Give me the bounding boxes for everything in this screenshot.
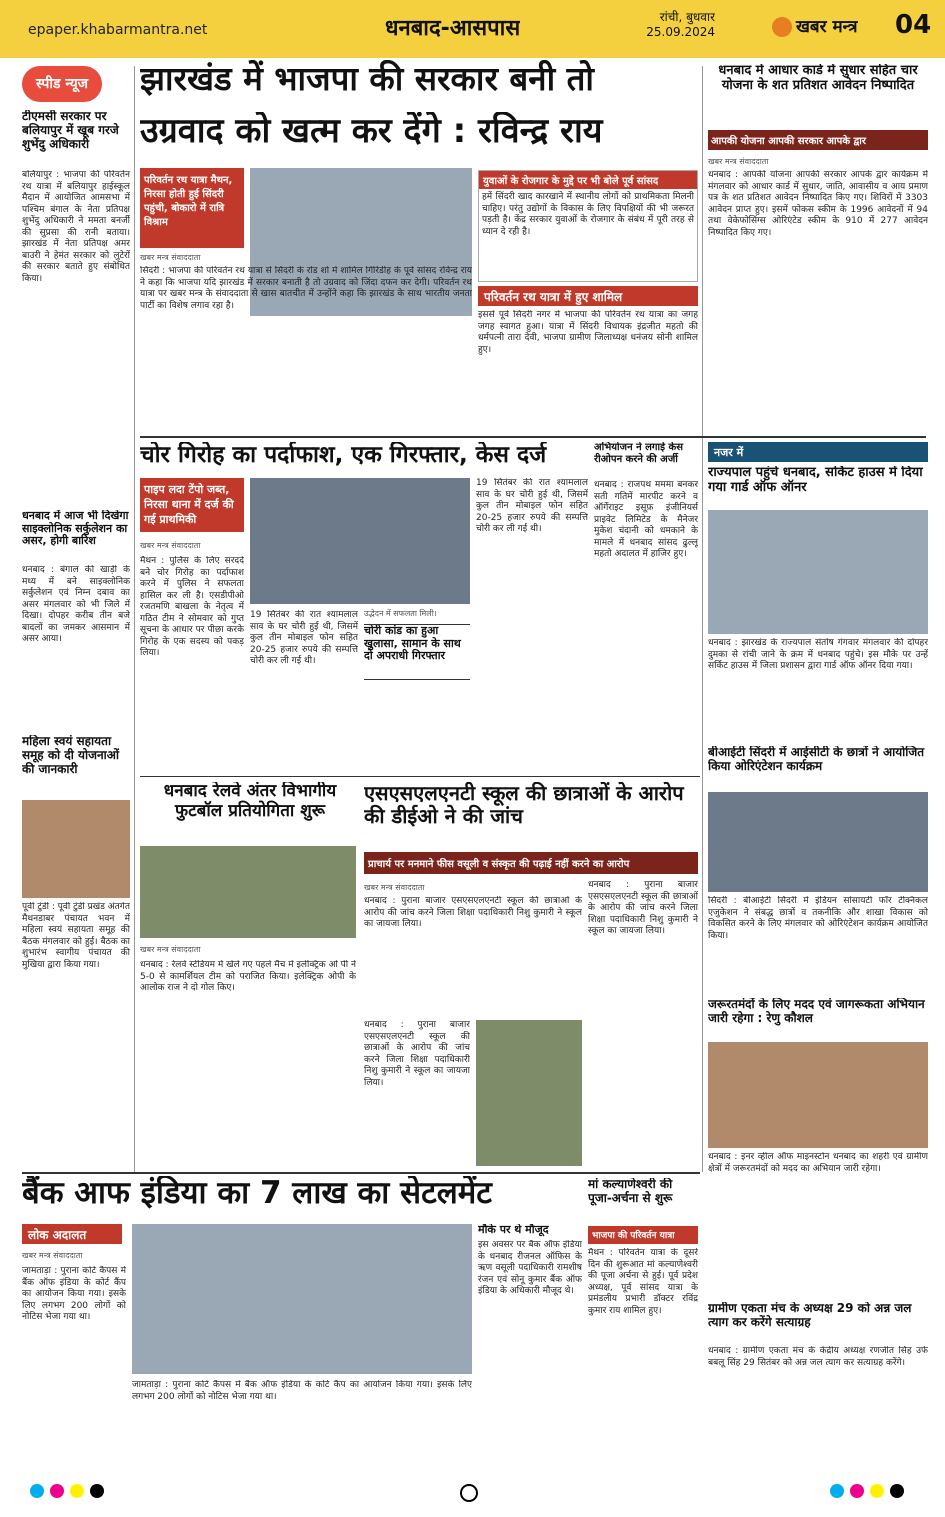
chor-byline: खबर मन्त्र संवाददाता	[140, 541, 201, 550]
railway-headline: धनबाद रेलवे अंतर विभागीय फुटबॉल प्रतियोगिता शुरू	[163, 782, 337, 821]
school-body-2: धनबाद : पुराना बाजार एसएसएलएनटी स्कूल की छात्राओं के आरोप की जांच करने जिला शिक्षा पदाधिकारी निशु कुमारी ने स्कूल का जायजा लिया।	[364, 1020, 470, 1088]
brand-logo: खबर मन्त्र	[772, 14, 858, 37]
renu-headline: जरूरतमंदों के लिए मदद एवं जागरूकता अभियान जारी रहेगा : रेणु कौशल	[708, 998, 925, 1025]
bit-photo	[708, 792, 928, 892]
school-body-3: धनबाद : पुराना बाजार एसएसएलएनटी स्कूल की छात्राओं के आरोप की जांच करने जिला शिक्षा पदाधिकारी निशु कुमारी ने स्कूल का जायजा लिया।	[588, 880, 698, 936]
bit-body: सिंदरी : बीआईटी सिंदरी में इंडियन सोसायटी फॉर टेक्निकल एजुकेशन ने संबद्ध छात्रों व तकनीकि और शाखा विकास को विकसित करने के लिए मंगलवार को ओरिएंटेशन कार्यक्रम आयोजित किया।	[708, 896, 928, 941]
chor-caption: उद्भेदन में सफलता मिली।	[364, 609, 437, 618]
puja-label: भाजपा की परिवर्तन यात्रा	[588, 1226, 698, 1244]
bit-headline: बीआईटी सिंदरी में आईसीटी के छात्रों ने आयोजित किया ओरिएंटेशन कार्यक्रम	[708, 746, 925, 773]
chor-inset: चोरी कांड का हुआ खुलासा, सामान के साथ दो अपराधी गिरफ्तार	[364, 624, 470, 680]
najar-headline: राज्यपाल पहुंचे धनबाद, सर्किट हाउस में दिया गया गार्ड ऑफ ऑनर	[708, 466, 923, 495]
gram-ekta-body: धनबाद : ग्रामीण एकता मंच के केंद्रीय अध्यक्ष रणजीत सिंह उर्फ बबलू सिंह 29 सितंबर को अन्न जल त्याग कर सत्याग्रह करेंगे।	[708, 1346, 928, 1368]
yatra-body: इससे पूर्व सिंदरी नगर में भाजपा की परिवर्तन रथ यात्रा का जगह जगह स्वागत हुआ। यात्रा में सिंदरी विधायक इंद्रजीत महतो की धर्मपत्नी तारा देवी, भाजपा ग्रामीण जिलाध्यक्ष धनंजय सोनी शामिल हुए।	[478, 310, 698, 355]
football-photo	[140, 846, 356, 938]
najar-body: धनबाद : झारखंड के राज्यपाल संतोष गंगवार मंगलवार की दोपहर दुमका से रांची जाने के क्रम में धनबाद पहुंचे। इस मौके पर उन्हें सर्किट हाउस में जिला प्रशासन द्वारा गार्ड ऑफ ऑनर दिया गया।	[708, 638, 928, 671]
dateline: रांची, बुधवार 25.09.2024	[646, 10, 715, 39]
section-rule-2	[140, 776, 700, 777]
lead-headline-1: झारखंड में भाजपा की सरकार बनी तो	[140, 60, 594, 98]
speed-news-title-2: धनबाद में आज भी दिखेगा साइक्लोनिक सर्कुलेशन का असर, होगी बारिश	[22, 510, 129, 548]
puja-body: मैथन : परिवर्तन यात्रा के दूसरे दिन की शुरूआत मां कल्याणेश्वरी की पूजा अर्चना से हुई। पूर्व प्रदेश अध्यक्ष, पूर्व सांसद यात्रा के प्रमंडलीय प्रभारी डॉक्टर रविंद्र कुमार राय शामिल हुए।	[588, 1248, 698, 1316]
print-registration-strip	[0, 1472, 945, 1517]
magenta-dot-right	[850, 1484, 864, 1498]
bank-body: जामताड़ा : पुराना कोर्ट कैंपस में बैंक ऑफ इंडिया के कोर्ट कैंप का आयोजन किया गया। इसके लिए लगभग 200 लोगों को नोटिस भेजा गया था।	[22, 1266, 126, 1322]
aadhar-headline: धनबाद में आधार कार्ड में सुधार सहित चार योजना के शत प्रतिशत आवेदन निष्पादित	[718, 64, 918, 93]
column-divider	[134, 66, 135, 1172]
bank-sub-body: इस अवसर पर बैंक ऑफ इंडिया के धनबाद रीजनल ऑफिस के ऋण वसूली पदाधिकारी रामशीष रंजन एवं सोनू कुमार बैंक ऑफ इंडिया के अधिकारी मौजूद थे।	[478, 1240, 582, 1296]
epaper-url[interactable]: epaper.khabarmantra.net	[28, 22, 208, 38]
chor-headline: चोर गिरोह का पर्दाफाश, एक गिरफ्तार, केस दर्ज	[140, 442, 547, 468]
bank-headline: बैंक आफ इंडिया का 7 लाख का सेटलमेंट	[22, 1176, 492, 1211]
abhiyojan-headline: अभियोजन ने लगाई केस रीओपन करने की अर्जी	[594, 442, 683, 465]
section-rule-3	[22, 1172, 700, 1174]
youth-jobs-body: हमें सिंदरी खाद कारखाने में स्थानीय लोगों को प्राथमिकता मिलनी चाहिए। परंतु उद्योगों के विकास के लिए विपक्षियों की भी जरूरत पड़ती है। केंद्र सरकार युवाओं के रोजगार के संबंध में पूरी तरह से ध्यान दे रही है।	[482, 192, 694, 237]
school-body: धनबाद : पुराना बाजार एसएसएलएनटी स्कूल की छात्राओं के आरोप की जांच करने जिला शिक्षा पदाधिकारी निशु कुमारी ने स्कूल का जायजा लिया।	[364, 896, 582, 929]
lead-body: सिंदरी : भाजपा की परिवर्तन रथ यात्रा से सिंदरी के रोड शो में शामिल गिरिडीह के पूर्व सांसद रविन्द्र राय ने कहा कि भाजपा यदि झारखंड में सरकार बनाती है तो उग्रवाद को जिंदा दफन कर देगी। परिवर्तन रथ यात्रा पर खबर मन्त्र के संवाददाता से खास बातचीत में उन्होंने कहा कि झारखंड के साथ भारतीय जनता पार्टी का विशेष लगाव रहा है।	[140, 266, 472, 311]
youth-jobs-title: युवाओं के रोजगार के मुद्दे पर भी बोले पूर्व सांसद	[479, 171, 697, 189]
najar-label: नजर में	[708, 442, 928, 462]
gram-ekta-headline: ग्रामीण एकता मंच के अध्यक्ष 29 को अन्न जल त्याग कर करेंगे सत्याग्रह	[708, 1302, 912, 1329]
lok-adalat-photo	[132, 1224, 472, 1374]
registration-mark-icon	[460, 1484, 478, 1502]
bank-byline: खबर मन्त्र संवाददाता	[22, 1251, 83, 1260]
arrest-photo	[250, 478, 470, 604]
chor-body-2: 19 सितंबर की रात श्यामलाल साव के घर चोरी हुई थी, जिसमें कुल तीन मोबाइल फोन सहित 20-25 हजार रुपये की सम्पत्ति चोरी कर ली गई थी।	[250, 610, 358, 666]
section-rule	[140, 436, 926, 438]
school-byline: खबर मन्त्र संवाददाता	[364, 883, 425, 892]
railway-body: धनबाद : रेलवे स्टेडियम में खेले गए पहले मैच में इलेक्ट्रिक ओ पी ने 5-0 से कामर्शियल टीम को पराजित किया। इलेक्ट्रिक ओपी के आलोक राज ने दो गोल किए।	[140, 960, 356, 993]
renu-photo	[708, 1042, 928, 1148]
yellow-dot	[70, 1484, 84, 1498]
cyan-dot	[30, 1484, 44, 1498]
abhiyojan-body: धनबाद : राजपथ मममा बनकर सती गतिमें मारपीट करने व ऑर्गेराइट इसूफ़ इंजीनियर्स प्राइवेट लिमिटेड के मैनेजर मुकेश चंदानी को धमकाने के मामले में धनबाद सांसद ढुल्लू महतो अदालत में हाजिर हुए।	[594, 480, 698, 559]
section-title: धनबाद-आसपास	[385, 16, 521, 41]
governor-photo	[708, 510, 928, 634]
chor-body-3: 19 सितंबर की रात श्यामलाल साव के घर चोरी हुई थी, जिसमें कुल तीन मोबाइल फोन सहित 20-25 हजार रुपये की सम्पत्ति चोरी कर ली गई थी।	[476, 478, 588, 534]
magenta-dot	[50, 1484, 64, 1498]
speed-news-body-1: बलियापुर : भाजपा की परिवर्तन रथ यात्रा में बलियापुर हाईस्कूल मैदान में आयोजित आमसभा में पश्चिम बंगाल के नेता प्रतिपक्ष शुभेंदु अधिकारी ने ममता बनर्जी की सुप्रसा की रानी बताया। झारखंड में नेता प्रतिपक्ष अमर बाउरी ने हेमंत सरकार को लुटेरों की सरकार बताते हुए संबोधित किया।	[22, 170, 130, 284]
youth-jobs-box	[478, 170, 698, 282]
bank-sub: मौके पर थे मौजूद	[478, 1224, 549, 1236]
chor-body: मैथन : पुलिस के लिए सरदर्द बने चोर गिरोह का पर्दाफाश करने में पुलिस ने सफलता हासिल कर ली है। एसडीपीओ रजतमणि बाखला के नेतृत्व में गठित टीम ने सोमवार को गुप्त सूचना के आधार पर पीछा करके गिरोह के एक सदस्य को पकड़ लिया।	[140, 556, 244, 658]
speed-news-title-1: टीएमसी सरकार पर बलियापुर में खूब गरजे शुभेंदु अधिकारी	[22, 110, 119, 151]
puja-headline: मां कल्याणेश्वरी की पूजा-अर्चना से शुरू	[588, 1178, 673, 1205]
aadhar-body: धनबाद : आपकी योजना आपकी सरकार आपके द्वार कार्यक्रम में मंगलवार को आधार कार्ड में सुधार, जाति, आवासीय व आय प्रमाण पत्र के शत प्रतिशत आवेदन निष्पादित किए गए। शिविरों में 3303 आवेदन प्राप्त हुए। इसमें फोकस स्कीम के 1996 आवेदनों में 94 तथा वेकेफोसिंग्स ओरिएंटेड स्कीम के 910 में 277 आवेदन निष्पादित किए गए।	[708, 170, 928, 238]
lead-subhead-box: परिवर्तन रथ यात्रा मैथन, निरसा होती हुई सिंदरी पहुंची, बोकारो में रात्रि विश्राम	[140, 168, 244, 248]
chor-subhead-box: पाइप लदा टेंपो जब्त, निरसा थाना में दर्ज की गई प्राथमिकी	[140, 478, 244, 532]
black-dot	[90, 1484, 104, 1498]
lead-headline-2: उग्रवाद को खत्म कर देंगे : रविन्द्र राय	[140, 112, 603, 151]
column-divider-right	[702, 66, 703, 1172]
brand-icon	[772, 17, 792, 37]
black-dot-right	[890, 1484, 904, 1498]
yatra-subhead: परिवर्तन रथ यात्रा में हुए शामिल	[478, 286, 698, 306]
railway-byline: खबर मन्त्र संवाददाता	[140, 945, 201, 954]
speed-news-badge: स्पीड न्यूज	[22, 66, 102, 102]
page-number: 04	[895, 10, 932, 40]
speed-news-body-2: धनबाद : बंगाल की खाड़ी के मध्य में बने साइक्लोनिक सर्कुलेशन एवं निम्न दबाव का असर मंगलवार को भी जिले में दिखा। दोपहर करीब तीन बजे बादलों का जमकर आसमान में असर आया।	[22, 565, 130, 644]
renu-body: धनबाद : इनर व्हील ऑफ माइनस्टोन धनबाद का शहरी एवं ग्रामीण क्षेत्रों में जरूरतमंदों को मदद का अभियान जारी रहेगा।	[708, 1152, 928, 1174]
shg-meeting-photo	[22, 800, 130, 898]
cyan-dot-right	[830, 1484, 844, 1498]
school-photo	[476, 1020, 582, 1166]
aadhar-strip: आपकी योजना आपकी सरकार आपके द्वार	[708, 130, 928, 150]
lead-byline: खबर मन्त्र संवाददाता	[140, 253, 201, 262]
aadhar-byline: खबर मन्त्र संवाददाता	[708, 157, 769, 166]
school-strip: प्राचार्य पर मनमाने फीस वसूली व संस्कृत की पढ़ाई नहीं करने का आरोप	[364, 852, 698, 874]
speed-news-title-3: महिला स्वयं सहायता समूह को दी योजनाओं की जानकारी	[22, 735, 120, 776]
speed-news-body-3: पूर्वी टुंडी : पूर्वी टुंडी प्रखंड अंतर्गत मैथनडाबर पंचायत भवन में महिला स्वयं सहायता समूह की बैठक मंगलवार को हुई। बैठक का शुभारंभ स्वागीय पंचायत की मुखिया द्वारा किया गया।	[22, 902, 130, 970]
bank-body-2: जामताड़ा : पुराना कोर्ट कैंपस में बैंक ऑफ इंडिया के कोर्ट कैंप का आयोजन किया गया। इसके लिए लगभग 200 लोगों को नोटिस भेजा गया था।	[132, 1380, 472, 1402]
school-headline: एसएसएलएनटी स्कूल की छात्राओं के आरोप की डीईओ ने की जांच	[364, 782, 684, 828]
lok-adalat-label: लोक अदालत	[22, 1224, 122, 1244]
yellow-dot-right	[870, 1484, 884, 1498]
